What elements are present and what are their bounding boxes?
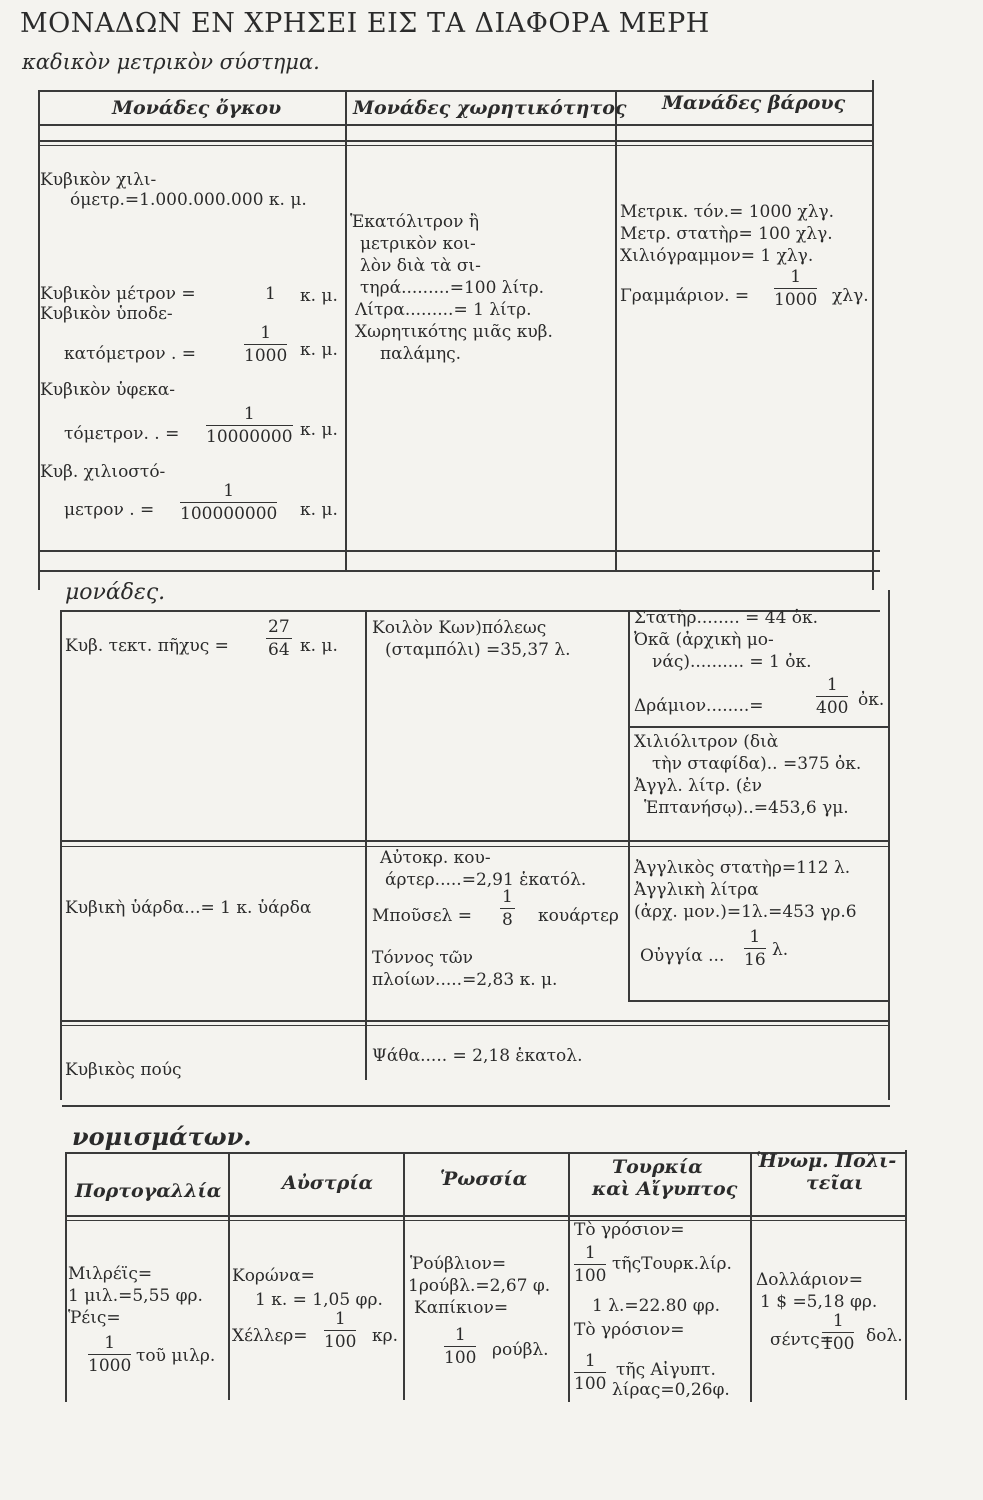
currency-line: Δολλάριον= bbox=[756, 1270, 864, 1290]
currency-fraction: $\frac{1}{100}$ bbox=[574, 1351, 607, 1394]
row-capacity-line: Μποῦσελ = bbox=[372, 906, 472, 926]
currency-line: σέντς= bbox=[770, 1330, 834, 1350]
row-weight-line: Ἑπτανήσῳ)..=453,6 γμ. bbox=[644, 798, 849, 818]
volume-value: 1 bbox=[265, 284, 276, 304]
currency-fraction: $\frac{1}{1000}$ bbox=[88, 1333, 132, 1376]
currency-fraction: $\frac{1}{100}$ bbox=[324, 1309, 357, 1352]
page-title: ΜΟΝΑΔΩΝ ΕΝ ΧΡΗΣΕΙ ΕΙΣ ΤΑ ΔΙΑΦΟΡΑ ΜΕΡΗ bbox=[20, 8, 710, 39]
volume-unit: κ. μ. bbox=[300, 286, 338, 306]
row-volume-text: Κυβικὴ ὑάρδα...= 1 κ. ὑάρδα bbox=[65, 898, 312, 918]
row-capacity-line: Τόννος τῶν bbox=[372, 948, 474, 968]
volume-fraction: $\frac{1}{100000000}$ bbox=[180, 481, 278, 524]
volume-line: Κυβικὸν ὑποδε- bbox=[40, 304, 173, 324]
capacity-line: Χωρητικότης μιᾶς κυβ. bbox=[355, 322, 553, 342]
row-weight-fraction: $\frac{1}{400}$ bbox=[816, 675, 849, 718]
volume-line: Κυβικὸν μέτρον = bbox=[40, 284, 196, 304]
currency-line: λίρας=0,26φ. bbox=[612, 1380, 730, 1400]
volume-fraction: $\frac{1}{1000}$ bbox=[244, 323, 288, 366]
currency-line: Τὸ γρόσιον= bbox=[574, 1220, 685, 1240]
currency-line: Ῥέις= bbox=[68, 1308, 121, 1328]
header-egypt: καὶ Αἴγυπτος bbox=[592, 1178, 738, 1200]
volume-line: Κυβικὸν χιλι- bbox=[40, 170, 157, 190]
currency-fraction: $\frac{1}{100}$ bbox=[822, 1311, 855, 1354]
volume-line: κατόμετρον . = bbox=[64, 344, 197, 364]
weight-line: Χιλιόγραμμον= 1 χλγ. bbox=[620, 246, 814, 266]
header-capacity-units: Μονάδες χωρητικότητος bbox=[353, 97, 627, 119]
volume-line: τόμετρον. . = bbox=[64, 424, 180, 444]
currency-line: Κορώνα= bbox=[232, 1266, 315, 1286]
row-weight-unit: λ. bbox=[772, 940, 789, 960]
volume-line: Κυβικὸν ὑφεκα- bbox=[40, 380, 176, 400]
volume-line: μετρον . = bbox=[64, 500, 155, 520]
row-capacity-line: άρτερ.....=2,91 ἑκατόλ. bbox=[385, 870, 587, 890]
row-weight-line: Στατὴρ........ = 44 ὀκ. bbox=[634, 608, 819, 628]
currency-unit: ρούβλ. bbox=[492, 1340, 549, 1360]
volume-unit: κ. μ. bbox=[300, 340, 338, 360]
capacity-line: τηρά.........=100 λίτρ. bbox=[360, 278, 545, 298]
capacity-line: Ἑκατόλιτρον ἢ bbox=[350, 212, 480, 232]
row-weight-line: νάς).......... = 1 ὀκ. bbox=[652, 652, 812, 672]
row-capacity-line: Ψάθα..... = 2,18 ἑκατολ. bbox=[372, 1046, 583, 1066]
currency-line: Χέλλερ= bbox=[232, 1326, 308, 1346]
row-weight-line: Ἀγγλικὴ λίτρα bbox=[634, 880, 759, 900]
header-usa: Ἡνωμ. Πολι- bbox=[756, 1150, 897, 1172]
row-weight-line: Χιλιόλιτρον (διὰ bbox=[634, 732, 779, 752]
row-capacity-line: πλοίων.....=2,83 κ. μ. bbox=[372, 970, 558, 990]
currency-line: Τὸ γρόσιον= bbox=[574, 1320, 685, 1340]
currency-line: τῆς Αἰγυπτ. bbox=[616, 1360, 716, 1380]
currency-line: Καπίκιον= bbox=[414, 1298, 509, 1318]
capacity-line: λὸν διὰ τὰ σι- bbox=[360, 256, 481, 276]
row-weight-line: Ἀγγλ. λίτρ. (ἐν bbox=[634, 776, 762, 796]
currency-unit: δολ. bbox=[866, 1326, 903, 1346]
header-weight-units: Μανάδες βάρους bbox=[662, 92, 846, 114]
currency-line: 1 λ.=22.80 φρ. bbox=[592, 1296, 721, 1316]
currency-unit: κρ. bbox=[372, 1326, 399, 1346]
row-weight-line: Δράμιον........= bbox=[634, 696, 764, 716]
row-weight-line: τὴν σταφίδα).. =375 ὀκ. bbox=[652, 754, 862, 774]
row-volume-text: Κυβικὸς πούς bbox=[65, 1060, 182, 1080]
header-austria: Αὐστρία bbox=[282, 1172, 374, 1194]
header-portugal: Πορτογαλλία bbox=[75, 1180, 222, 1202]
row-volume-text: Κυβ. τεκτ. πῆχυς = bbox=[65, 636, 229, 656]
weight-unit: χλγ. bbox=[832, 286, 869, 306]
currency-line: τῆςΤουρκ.λίρ. bbox=[612, 1254, 732, 1274]
volume-unit: κ. μ. bbox=[300, 420, 338, 440]
row-volume-unit: κ. μ. bbox=[300, 636, 338, 656]
row-capacity-fraction: $\frac{1}{8}$ bbox=[502, 887, 513, 930]
row-weight-line: Ἀγγλικὸς στατὴρ=112 λ. bbox=[634, 858, 851, 878]
weight-line: Μετρ. στατὴρ= 100 χλγ. bbox=[620, 224, 833, 244]
currency-unit: τοῦ μιλρ. bbox=[136, 1346, 216, 1366]
header-russia: Ῥωσσία bbox=[440, 1168, 528, 1190]
volume-fraction: $\frac{1}{10000000}$ bbox=[206, 404, 293, 447]
row-weight-unit: ὀκ. bbox=[858, 690, 885, 710]
currency-fraction: $\frac{1}{100}$ bbox=[444, 1325, 477, 1368]
section-label-units: μονάδες. bbox=[65, 580, 166, 605]
volume-unit: κ. μ. bbox=[300, 500, 338, 520]
currency-fraction: $\frac{1}{100}$ bbox=[574, 1243, 607, 1286]
currency-line: 1ρούβλ.=2,67 φ. bbox=[408, 1276, 551, 1296]
weight-line: Μετρικ. τόν.= 1000 χλγ. bbox=[620, 202, 835, 222]
volume-line: Κυβ. χιλιοστό- bbox=[40, 462, 166, 482]
header-volume-units: Μονάδες ὄγκου bbox=[112, 97, 282, 119]
capacity-line: μετρικὸν κοι- bbox=[360, 234, 476, 254]
weight-fraction: $\frac{1}{1000}$ bbox=[774, 267, 818, 310]
row-weight-line: Οὐγγία ... bbox=[640, 946, 725, 966]
row-weight-fraction: $\frac{1}{16}$ bbox=[744, 927, 766, 970]
currency-line: 1 $ =5,18 φρ. bbox=[760, 1292, 878, 1312]
row-weight-line: Ὀκᾶ (ἀρχικὴ μο- bbox=[634, 630, 774, 650]
currency-line: 1 κ. = 1,05 φρ. bbox=[255, 1290, 383, 1310]
row-capacity-line: Αὐτοκρ. κου- bbox=[380, 848, 491, 868]
row-weight-line: (ἀρχ. μον.)=1λ.=453 γρ.6 bbox=[634, 902, 857, 922]
header-usa-2: τεῖαι bbox=[806, 1172, 864, 1194]
currency-line: Μιλρέϊς= bbox=[68, 1264, 153, 1284]
currency-line: 1 μιλ.=5,55 φρ. bbox=[68, 1286, 203, 1306]
row-capacity-unit: κουάρτερ bbox=[538, 906, 619, 926]
volume-line: όμετρ.=1.000.000.000 κ. μ. bbox=[70, 190, 307, 210]
row-volume-fraction: $\frac{27}{64}$ bbox=[268, 617, 290, 660]
capacity-line: παλάμης. bbox=[380, 344, 462, 364]
section-label-currencies: νομισμάτων. bbox=[72, 1122, 252, 1151]
row-capacity-line: (σταμπόλι) =35,37 λ. bbox=[385, 640, 571, 660]
capacity-line: Λίτρα.........= 1 λίτρ. bbox=[355, 300, 532, 320]
header-turkey: Τουρκία bbox=[612, 1156, 703, 1178]
weight-line: Γραμμάριον. = bbox=[620, 286, 750, 306]
page-subtitle: καδικὸν μετρικὸν σύστημα. bbox=[22, 50, 320, 74]
currency-line: Ῥούβλιον= bbox=[410, 1254, 507, 1274]
row-capacity-line: Κοιλὸν Κων)πόλεως bbox=[372, 618, 547, 638]
